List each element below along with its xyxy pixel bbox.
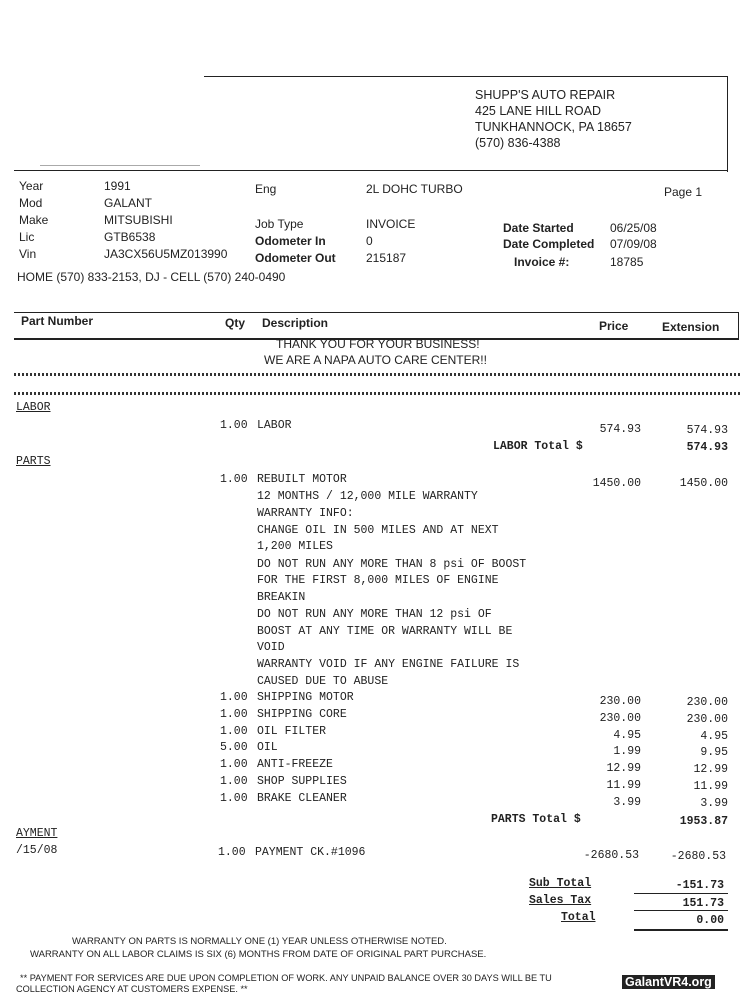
parts-total-value: 1953.87: [679, 815, 728, 828]
labor-total-value: 574.93: [686, 441, 728, 454]
thank-you-line: THANK YOU FOR YOUR BUSINESS!: [276, 337, 480, 351]
parts-section-label: PARTS: [16, 455, 51, 468]
shop-street: 425 LANE HILL ROAD: [475, 104, 601, 118]
total-value: 0.00: [696, 914, 724, 927]
column-part-number: Part Number: [21, 314, 94, 328]
mod-value: GALANT: [104, 196, 153, 210]
odometer-in-label: Odometer In: [255, 234, 326, 248]
date-completed-label: Date Completed: [503, 237, 595, 251]
date-completed-value: 07/09/08: [610, 237, 657, 251]
warranty-note: DO NOT RUN ANY MORE THAN 12 psi OF: [257, 608, 492, 621]
labor-section-label: LABOR: [16, 401, 51, 414]
eng-value: 2L DOHC TURBO: [366, 182, 463, 196]
labor-desc: LABOR: [257, 419, 292, 432]
payment-price: -2680.53: [583, 849, 639, 862]
footer-labor-warranty: WARRANTY ON ALL LABOR CLAIMS IS SIX (6) MONTHS FROM DATE OF ORIGINAL PART PURCHASE.: [30, 949, 487, 960]
labor-total-label: LABOR Total $: [493, 440, 583, 453]
sub-total-value: -151.73: [675, 879, 724, 892]
make-label: Make: [19, 213, 49, 227]
mod-label: Mod: [19, 196, 43, 210]
sub-total-label: Sub Total: [529, 877, 592, 890]
part-price: 12.99: [606, 762, 641, 775]
part-qty: 1.00: [220, 792, 248, 805]
warranty-note: DO NOT RUN ANY MORE THAN 8 psi OF BOOST: [257, 558, 527, 571]
footer-parts-warranty: WARRANTY ON PARTS IS NORMALLY ONE (1) YEAR UNLESS OTHERWISE NOTED.: [72, 936, 447, 947]
part-desc: OIL FILTER: [257, 725, 327, 738]
part-extension: 12.99: [693, 763, 728, 776]
warranty-note: 12 MONTHS / 12,000 MILE WARRANTY: [257, 490, 478, 503]
shop-city: TUNKHANNOCK, PA 18657: [475, 120, 632, 134]
part-desc: SHIPPING CORE: [257, 708, 347, 721]
warranty-note: CHANGE OIL IN 500 MILES AND AT NEXT: [257, 524, 499, 537]
column-description: Description: [262, 316, 329, 330]
part-desc: SHIPPING MOTOR: [257, 691, 354, 704]
page-number: Page 1: [664, 185, 703, 199]
part-extension: 230.00: [686, 713, 728, 726]
warranty-note: FOR THE FIRST 8,000 MILES OF ENGINE: [257, 574, 499, 587]
part-desc: ANTI-FREEZE: [257, 758, 333, 771]
total-label: Total: [561, 911, 596, 924]
odometer-out-label: Odometer Out: [255, 251, 336, 265]
part-qty: 1.00: [220, 725, 248, 738]
lic-value: GTB6538: [104, 230, 156, 244]
napa-line: WE ARE A NAPA AUTO CARE CENTER!!: [264, 353, 487, 367]
column-extension: Extension: [662, 320, 720, 334]
labor-qty: 1.00: [220, 419, 248, 432]
part-price: 230.00: [599, 712, 641, 725]
vin-label: Vin: [19, 247, 37, 261]
header-top-rule: [204, 76, 728, 77]
asterisk-divider: [14, 373, 740, 376]
header-right-rule: [727, 76, 728, 172]
job-type-value: INVOICE: [366, 217, 416, 231]
part-extension: 4.95: [700, 730, 728, 743]
sales-tax-rule: [634, 910, 728, 911]
header-bottom-rule: [14, 170, 728, 171]
payment-qty: 1.00: [218, 846, 246, 859]
odometer-out-value: 215187: [366, 251, 407, 265]
part-price: 4.95: [613, 729, 641, 742]
warranty-note: WARRANTY INFO:: [257, 507, 354, 520]
eng-label: Eng: [255, 182, 277, 196]
make-value: MITSUBISHI: [104, 213, 173, 227]
warranty-note: 1,200 MILES: [257, 540, 333, 553]
warranty-note: VOID: [257, 641, 285, 654]
part-extension: 230.00: [686, 696, 728, 709]
warranty-note: CAUSED DUE TO ABUSE: [257, 675, 389, 688]
total-rule: [634, 929, 728, 931]
shop-name: SHUPP'S AUTO REPAIR: [475, 88, 616, 102]
part-price: 230.00: [599, 695, 641, 708]
labor-extension: 574.93: [686, 424, 728, 437]
watermark: GalantVR4.org: [622, 975, 715, 989]
sales-tax-value: 151.73: [682, 897, 724, 910]
payment-desc: PAYMENT CK.#1096: [255, 846, 366, 859]
part-qty: 1.00: [220, 758, 248, 771]
odometer-in-value: 0: [366, 234, 373, 248]
part-qty: 5.00: [220, 741, 248, 754]
columns-right-rule: [738, 312, 739, 340]
part-extension: 3.99: [700, 797, 728, 810]
rebuilt-motor-qty: 1.00: [220, 473, 248, 486]
year-label: Year: [19, 179, 44, 193]
part-desc: BRAKE CLEANER: [257, 792, 347, 805]
warranty-note: WARRANTY VOID IF ANY ENGINE FAILURE IS: [257, 658, 520, 671]
rebuilt-motor-desc: REBUILT MOTOR: [257, 473, 347, 486]
column-qty: Qty: [225, 316, 246, 330]
job-type-label: Job Type: [255, 217, 304, 231]
vin-value: JA3CX56U5MZ013990: [104, 247, 228, 261]
part-extension: 9.95: [700, 746, 728, 759]
footer-collection-note: COLLECTION AGENCY AT CUSTOMERS EXPENSE. **: [16, 984, 248, 994]
part-extension: 11.99: [693, 780, 728, 793]
column-price: Price: [599, 319, 629, 333]
invoice-number-value: 18785: [610, 255, 644, 269]
customer-contact: HOME (570) 833-2153, DJ - CELL (570) 240-0490: [17, 270, 286, 284]
lic-label: Lic: [19, 230, 35, 244]
date-started-value: 06/25/08: [610, 221, 657, 235]
payment-date: /15/08: [16, 844, 58, 857]
warranty-note: BOOST AT ANY TIME OR WARRANTY WILL BE: [257, 625, 513, 638]
date-started-label: Date Started: [503, 221, 574, 235]
part-price: 1.99: [613, 745, 641, 758]
invoice-number-label: Invoice #:: [514, 255, 570, 269]
part-qty: 1.00: [220, 691, 248, 704]
part-price: 11.99: [606, 779, 641, 792]
warranty-note: BREAKIN: [257, 591, 306, 604]
sales-tax-label: Sales Tax: [529, 894, 592, 907]
rebuilt-motor-price: 1450.00: [592, 477, 641, 490]
scan-line: [40, 165, 200, 166]
part-desc: SHOP SUPPLIES: [257, 775, 347, 788]
footer-payment-terms: ** PAYMENT FOR SERVICES ARE DUE UPON COMPLETION OF WORK. ANY UNPAID BALANCE OVER 30 DAYS WILL BE TU: [20, 973, 552, 983]
part-qty: 1.00: [220, 775, 248, 788]
sub-total-rule: [634, 893, 728, 894]
asterisk-divider: [14, 392, 740, 395]
part-desc: OIL: [257, 741, 278, 754]
shop-phone: (570) 836-4388: [475, 136, 561, 150]
part-price: 3.99: [613, 796, 641, 809]
labor-price: 574.93: [599, 423, 641, 436]
parts-total-label: PARTS Total $: [491, 813, 581, 826]
part-qty: 1.00: [220, 708, 248, 721]
payment-section-label: AYMENT: [16, 827, 58, 840]
columns-top-rule: [14, 312, 739, 313]
payment-extension: -2680.53: [670, 850, 726, 863]
year-value: 1991: [104, 179, 131, 193]
rebuilt-motor-extension: 1450.00: [679, 477, 728, 490]
